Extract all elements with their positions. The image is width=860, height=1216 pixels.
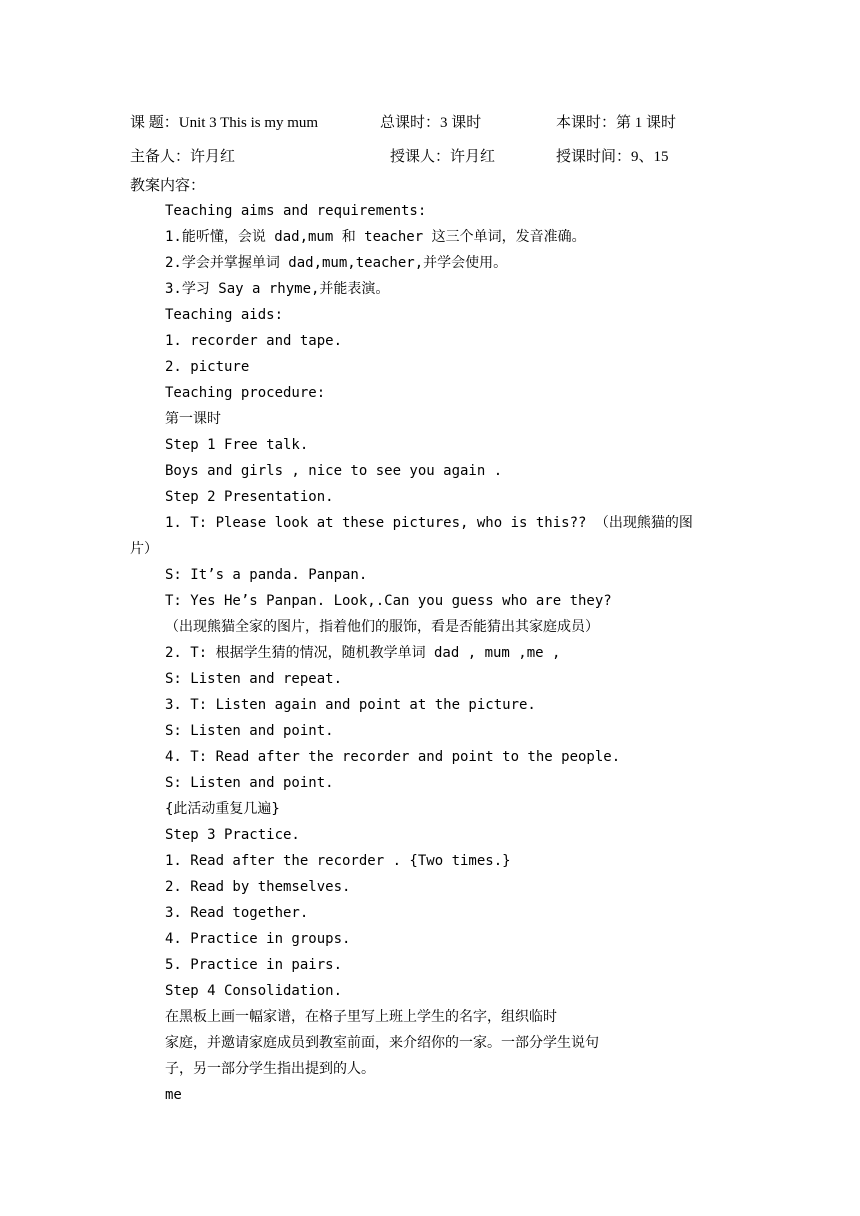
text-line: S: It’s a panda. Panpan.: [165, 567, 368, 583]
text-line: 2. T: 根据学生猜的情况，随机教学单词 dad , mum ,me ,: [165, 645, 561, 661]
lesson-topic: 课 题：Unit 3 This is my mum: [130, 115, 319, 131]
text-line: Boys and girls , nice to see you again .: [165, 463, 503, 479]
text-line: 4. Practice in groups.: [165, 931, 351, 947]
text-line: 片）: [130, 541, 158, 557]
text-line: 3. T: Listen again and point at the picture.: [165, 697, 536, 713]
text-line: Step 1 Free talk.: [165, 437, 309, 453]
text-line: Step 3 Practice.: [165, 827, 300, 843]
text-line: me: [165, 1087, 182, 1103]
text-line: Teaching procedure:: [165, 385, 326, 401]
text-line: T: Yes He’s Panpan. Look,.Can you guess who are they?: [165, 593, 612, 609]
text-line: 2.学会并掌握单词 dad,mum,teacher,并学会使用。: [165, 255, 508, 271]
text-line: 1.能听懂，会说 dad,mum 和 teacher 这三个单词，发音准确。: [165, 229, 586, 245]
text-line: 2. picture: [165, 359, 250, 375]
text-line: {此活动重复几遍}: [165, 801, 280, 817]
teacher: 授课人：许月红: [390, 149, 496, 165]
text-line: 1. recorder and tape.: [165, 333, 343, 349]
text-line: 子，另一部分学生指出提到的人。: [165, 1061, 375, 1077]
text-line: Teaching aims and requirements:: [165, 203, 427, 219]
text-line: 在黑板上画一幅家谱，在格子里写上班上学生的名字，组织临时: [165, 1009, 557, 1025]
text-line: 第一课时: [165, 411, 221, 427]
current-hour: 本课时：第 1 课时: [556, 115, 677, 131]
text-line: 1. Read after the recorder . {Two times.}: [165, 853, 511, 869]
text-line: 2. Read by themselves.: [165, 879, 351, 895]
text-line: S: Listen and point.: [165, 723, 334, 739]
lesson-content: [130, 198, 740, 1108]
text-line: 5. Practice in pairs.: [165, 957, 343, 973]
text-line: （出现熊猫全家的图片，指着他们的服饰，看是否能猜出其家庭成员）: [165, 619, 599, 635]
text-line: 家庭，并邀请家庭成员到教室前面，来介绍你的一家。一部分学生说句: [165, 1035, 599, 1051]
total-hours: 总课时：3 课时: [380, 115, 482, 131]
text-line: 3.学习 Say a rhyme,并能表演。: [165, 281, 390, 297]
text-line: S: Listen and repeat.: [165, 671, 343, 687]
text-line: 3. Read together.: [165, 905, 309, 921]
content-label: 教案内容：: [130, 178, 206, 194]
text-line: 4. T: Read after the recorder and point to the people.: [165, 749, 621, 765]
text-line: 1. T: Please look at these pictures, who is this?? （出现熊猫的图: [165, 515, 693, 531]
lesson-time: 授课时间：9、15: [556, 149, 669, 165]
text-line: S: Listen and point.: [165, 775, 334, 791]
text-line: Step 4 Consolidation.: [165, 983, 343, 999]
text-line: Step 2 Presentation.: [165, 489, 334, 505]
text-line: Teaching aids:: [165, 307, 284, 323]
preparer: 主备人：许月红: [130, 149, 236, 165]
